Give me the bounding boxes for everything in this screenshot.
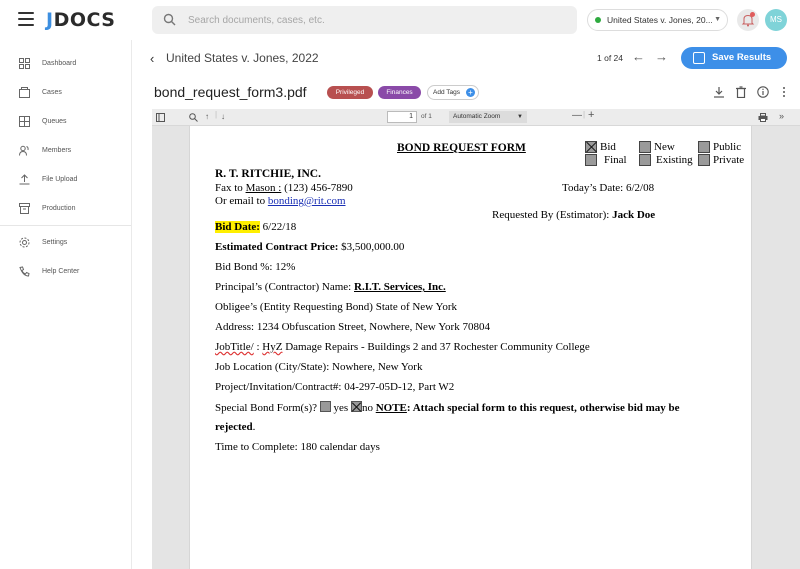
email-prefix: Or email to — [215, 195, 268, 207]
dashboard-icon — [19, 58, 30, 69]
checkbox-label-public: Public — [713, 141, 742, 153]
checkbox-special-no — [351, 401, 362, 412]
zoom-out-icon[interactable]: — — [572, 110, 582, 121]
upload-icon — [19, 174, 30, 185]
bid-date-value: 6/22/18 — [259, 221, 297, 233]
requested-by — [492, 209, 655, 221]
search-icon — [163, 13, 176, 26]
plus-icon: + — [466, 88, 475, 97]
trash-icon[interactable] — [735, 86, 747, 98]
note-label: NOTE — [375, 402, 407, 414]
sidebar-item-label: Help Center — [42, 268, 80, 275]
checkbox-label-final: Final — [604, 154, 627, 166]
logo-text: DOCS — [53, 9, 116, 31]
sidebar-item-production[interactable] — [0, 198, 131, 220]
toolbar-separator: | — [583, 110, 586, 119]
checkbox-label-bid: Bid — [600, 141, 616, 153]
notifications-button[interactable] — [737, 9, 759, 31]
sidebar — [0, 40, 132, 569]
next-page-icon[interactable]: ↓ — [221, 112, 225, 121]
top-bar — [0, 0, 800, 40]
avatar[interactable]: MS — [765, 9, 787, 31]
principal-label: Principal’s (Contractor) Name: — [215, 281, 354, 293]
tag-finances[interactable]: Finances — [378, 86, 421, 99]
job-title — [215, 341, 590, 353]
sidebar-item-label: Production — [42, 205, 76, 212]
pdf-page — [189, 126, 752, 569]
note-period: . — [252, 421, 256, 433]
job-title-value: Damage Repairs - Buildings 2 and 37 Rochester Community College — [282, 341, 590, 353]
bid-date — [215, 221, 296, 233]
zoom-value: Automatic Zoom — [453, 113, 501, 120]
fax-name: Mason : — [245, 182, 282, 194]
note-text: : Attach special form to this request, otherwise bid may be — [406, 402, 680, 414]
requested-by-value: Jack Doe — [612, 209, 656, 221]
sidebar-item-label: Settings — [42, 239, 68, 246]
job-location: Job Location (City/State): Nowhere, New York — [215, 361, 423, 373]
sidebar-item-help-center[interactable] — [0, 261, 131, 283]
tools-chevron-icon[interactable]: » — [779, 111, 785, 121]
sidebar-item-label: Members — [42, 147, 72, 154]
special-bond-form — [215, 401, 680, 414]
notification-badge — [750, 12, 755, 17]
requested-by-label: Requested By (Estimator): — [492, 209, 613, 221]
prev-result-button[interactable]: ← — [632, 49, 645, 64]
find-icon[interactable] — [189, 113, 198, 122]
address: Address: 1234 Obfuscation Street, Nowhere, New York 70804 — [215, 321, 490, 333]
checkbox-new — [639, 141, 651, 153]
info-icon[interactable] — [757, 86, 769, 98]
bell-icon — [737, 9, 759, 31]
save-icon — [693, 52, 705, 64]
download-icon[interactable] — [713, 86, 725, 98]
queues-icon — [19, 116, 30, 127]
app-logo[interactable] — [46, 9, 115, 31]
checkbox-label-existing: Existing — [656, 154, 693, 166]
search-bar[interactable] — [152, 6, 577, 34]
print-icon[interactable] — [758, 113, 768, 122]
note-text-2: rejected — [215, 421, 253, 433]
zoom-in-icon[interactable]: + — [588, 109, 595, 121]
note-continuation — [215, 421, 255, 433]
checkbox-private — [698, 154, 710, 166]
members-icon — [19, 145, 30, 156]
fax-prefix: Fax to — [215, 182, 246, 194]
page-number-input[interactable]: 1 — [387, 111, 417, 123]
job-title-sep: : — [253, 341, 263, 353]
sidebar-item-label: Dashboard — [42, 60, 77, 67]
menu-icon[interactable] — [18, 12, 34, 26]
checkbox-special-yes — [320, 401, 331, 412]
checkbox-label-private: Private — [713, 154, 745, 166]
checkbox-existing — [639, 154, 651, 166]
principal-value: R.I.T. Services, Inc. — [354, 281, 446, 293]
status-dot — [595, 17, 601, 23]
checkbox-label-new: New — [654, 141, 675, 153]
sidebar-item-dashboard[interactable] — [0, 53, 131, 75]
job-title-hyz: HyZ — [262, 341, 283, 353]
fax-line — [215, 182, 353, 194]
sidebar-item-cases[interactable] — [0, 82, 131, 104]
next-result-button[interactable]: → — [655, 49, 668, 64]
previous-page-icon[interactable]: ↑ — [205, 112, 209, 121]
email-line — [215, 195, 346, 207]
checkbox-public — [698, 141, 710, 153]
pdf-viewer-toolbar — [152, 109, 800, 126]
time-to-complete: Time to Complete: 180 calendar days — [215, 441, 380, 453]
fax-number: (123) 456-7890 — [281, 182, 353, 194]
job-title-label: JobTitle/ — [215, 341, 254, 353]
sidebar-divider — [0, 225, 131, 226]
sidebar-item-settings[interactable] — [0, 232, 131, 254]
chevron-down-icon: ▼ — [517, 114, 523, 120]
add-tags-button[interactable] — [427, 85, 479, 100]
sidebar-item-label: Queues — [42, 118, 67, 125]
special-yes: yes — [330, 402, 351, 414]
logo-mark: J — [46, 9, 54, 31]
cases-icon — [19, 87, 30, 98]
file-name: bond_request_form3.pdf — [154, 84, 307, 100]
checkbox-final — [585, 154, 597, 166]
special-no: no — [361, 402, 376, 414]
sidebar-item-file-upload[interactable] — [0, 169, 131, 191]
sidebar-item-label: Cases — [42, 89, 62, 96]
page-title: United States v. Jones, 2022 — [166, 51, 319, 65]
page-total: of 1 — [421, 113, 432, 120]
bid-date-label: Bid Date: — [215, 221, 260, 233]
special-label: Special Bond Form(s)? — [215, 402, 320, 414]
sidebar-item-label: File Upload — [42, 176, 78, 183]
principal — [215, 281, 446, 293]
case-selector-value: United States v. Jones, 20... — [607, 15, 713, 25]
contract-price-value: $3,500,000.00 — [341, 241, 405, 253]
case-selector[interactable] — [587, 9, 728, 31]
obligee: Obligee’s (Entity Requesting Bond) State of New York — [215, 301, 457, 313]
toolbar-separator: | — [215, 110, 218, 119]
todays-date: Today’s Date: 6/2/08 — [562, 182, 655, 194]
sidebar-item-members[interactable] — [0, 140, 131, 162]
sidebar-item-queues[interactable] — [0, 111, 131, 133]
contract-price — [215, 241, 404, 253]
production-icon — [19, 203, 30, 214]
result-pager: 1 of 24 — [597, 53, 623, 63]
sidebar-toggle-icon[interactable] — [156, 113, 165, 122]
project-number: Project/Invitation/Contract#: 04-297-05D-12, Part W2 — [215, 381, 455, 393]
contract-price-label: Estimated Contract Price: — [215, 241, 342, 253]
save-results-label: Save Results — [712, 52, 772, 63]
search-input[interactable] — [188, 6, 568, 34]
bid-bond: Bid Bond %: 12% — [215, 261, 296, 273]
save-results-button[interactable] — [681, 47, 787, 69]
email-link[interactable]: bonding@rit.com — [267, 195, 346, 207]
chevron-down-icon: ▼ — [714, 16, 721, 23]
company-name: R. T. RITCHIE, INC. — [215, 168, 321, 180]
gear-icon — [19, 237, 30, 248]
phone-icon — [19, 266, 30, 277]
checkbox-bid — [585, 141, 597, 153]
zoom-select[interactable] — [449, 111, 527, 123]
more-vertical-icon[interactable] — [778, 86, 790, 98]
add-tags-label: Add Tags — [433, 89, 460, 96]
back-button[interactable]: ‹ — [150, 51, 155, 66]
tag-privileged[interactable]: Privileged — [327, 86, 373, 99]
form-title: BOND REQUEST FORM — [397, 142, 526, 154]
